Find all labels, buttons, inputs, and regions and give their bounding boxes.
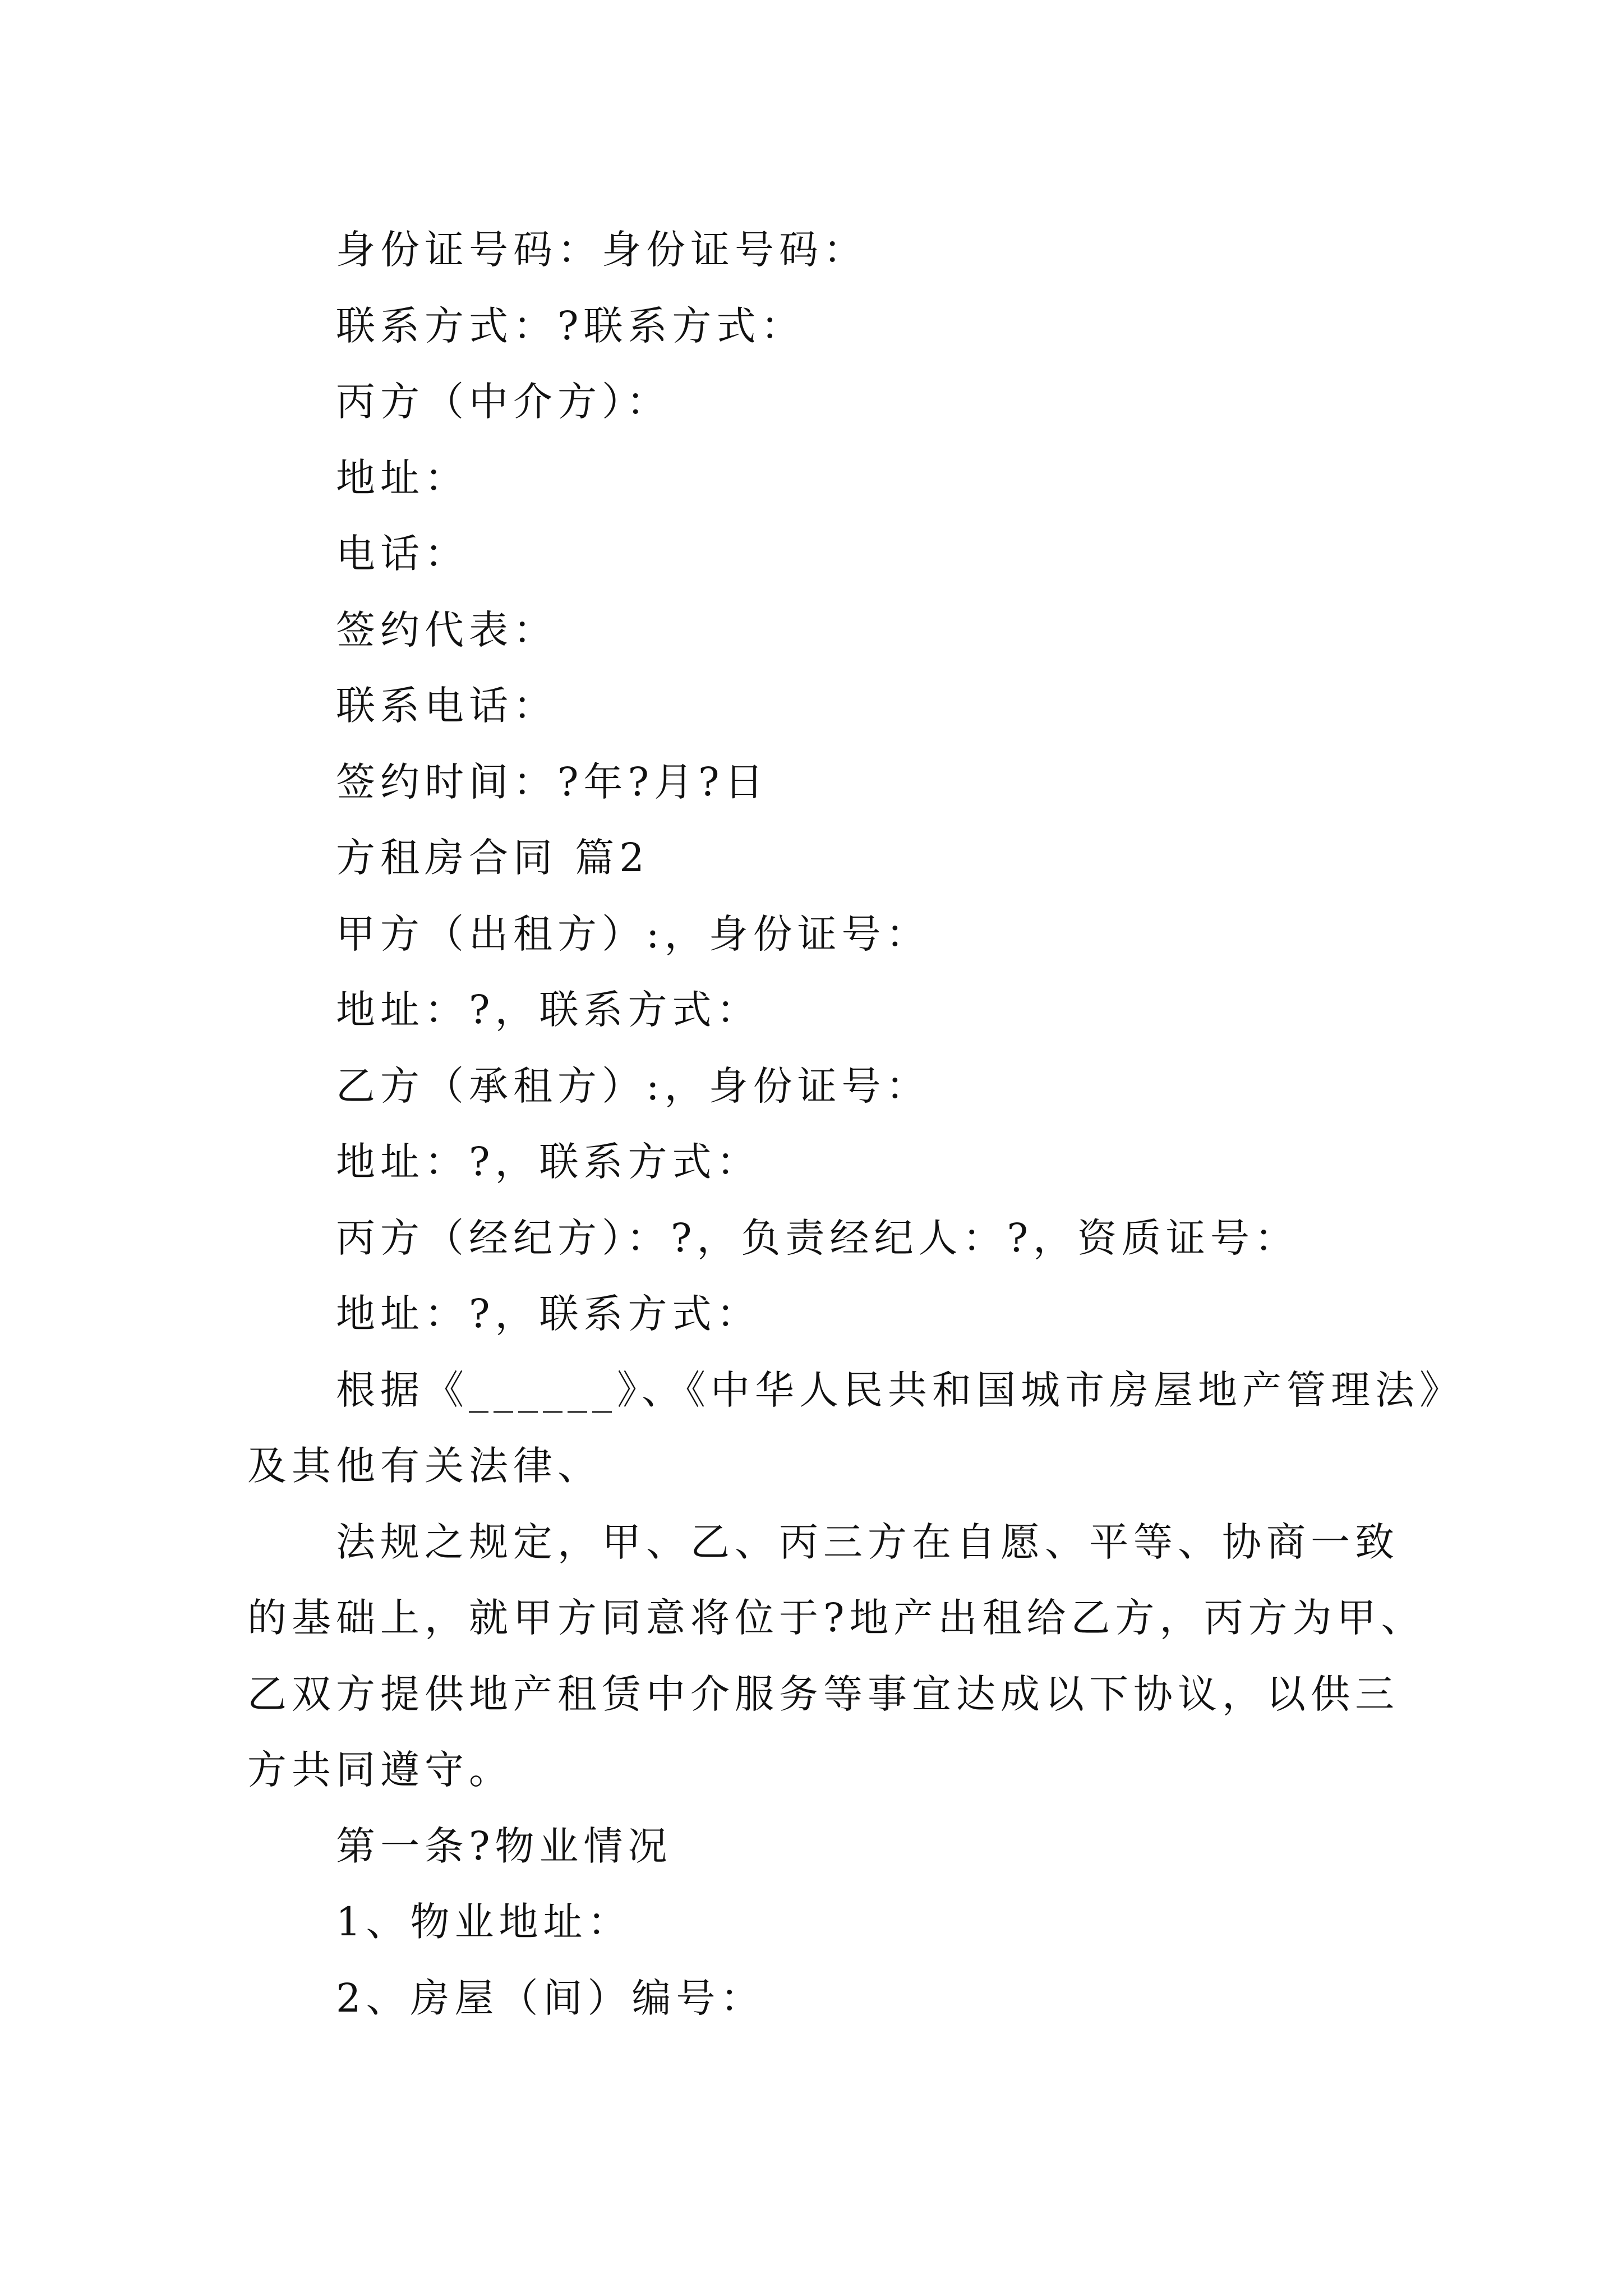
text-line-party-c-address: 地址：?，联系方式： <box>336 1291 761 1337</box>
text-line-party-b-address: 地址：?，联系方式： <box>336 1139 761 1185</box>
text-line-party-c-broker: 丙方（经纪方）：?，负责经纪人：?，资质证号： <box>336 1214 1299 1261</box>
text-line-signing-rep: 签约代表： <box>336 606 557 653</box>
paragraph-law-line-1: 根据《______》、《中华人民共和国城市房屋地产管理法》 <box>336 1366 1464 1413</box>
text-line-party-c-agent: 丙方（中介方）： <box>336 379 671 425</box>
paragraph-main-line-2: 的基础上，就甲方同意将位于?地产出租给乙方，丙方为甲、 <box>247 1595 1426 1641</box>
article-1-heading: 第一条?物业情况 <box>336 1823 672 1869</box>
paragraph-law-line-2: 及其他有关法律、 <box>247 1443 602 1489</box>
text-line-signing-date: 签约时间：?年?月?日 <box>336 758 769 805</box>
text-line-property-address: 1、物业地址： <box>336 1899 632 1945</box>
document-body <box>247 212 1464 2036</box>
text-line-room-number: 2、房屋（间）编号： <box>336 1975 765 2021</box>
text-line-contact: 联系方式：?联系方式： <box>336 302 805 349</box>
text-line-party-a: 甲方（出租方）:，身份证号： <box>336 910 930 957</box>
text-line-id-number: 身份证号码：身份证号码： <box>336 227 868 273</box>
text-line-phone: 电话： <box>336 531 469 577</box>
section-heading-contract-2: 方租房合同 篇2 <box>336 835 649 881</box>
text-line-contact-phone: 联系电话： <box>336 683 557 729</box>
text-line-party-b: 乙方（承租方）:，身份证号： <box>336 1062 930 1109</box>
paragraph-main-line-1: 法规之规定，甲、乙、丙三方在自愿、平等、协商一致 <box>336 1519 1399 1565</box>
text-line-address: 地址： <box>336 454 469 501</box>
paragraph-main-line-3: 乙双方提供地产租赁中介服务等事宜达成以下协议，以供三 <box>247 1671 1399 1717</box>
paragraph-main-line-4: 方共同遵守。 <box>247 1747 513 1793</box>
text-line-party-a-address: 地址：?，联系方式： <box>336 987 761 1033</box>
